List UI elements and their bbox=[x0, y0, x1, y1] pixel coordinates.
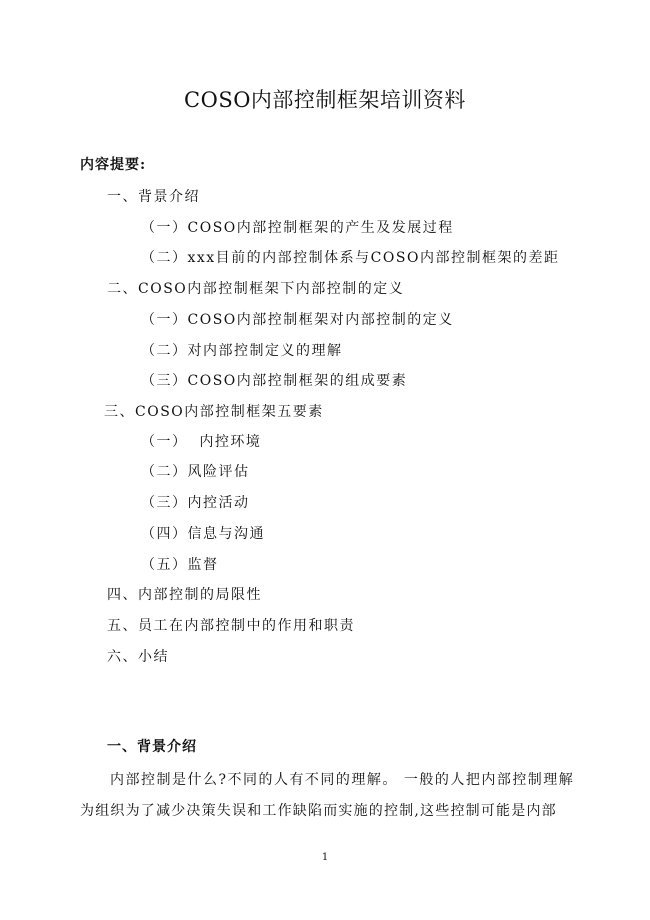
toc-item: （五）监督 bbox=[141, 557, 219, 573]
toc-item: （三）内控活动 bbox=[141, 495, 250, 511]
toc-item: （四）信息与沟通 bbox=[141, 526, 265, 542]
toc-item: 四、内部控制的局限性 bbox=[107, 587, 262, 603]
toc-item: （一）COSO内部控制框架的产生及发展过程 bbox=[141, 220, 454, 236]
document-title: COSO内部控制框架培训资料 bbox=[184, 88, 466, 112]
toc-item: 一、背景介绍 bbox=[107, 189, 200, 205]
toc-item: 五、员工在内部控制中的作用和职责 bbox=[107, 618, 355, 634]
toc-item: 六、小结 bbox=[107, 649, 169, 665]
toc-item: （一）COSO内部控制框架对内部控制的定义 bbox=[141, 312, 454, 328]
toc-item: （二）xxx目前的内部控制体系与COSO内部控制框架的差距 bbox=[141, 250, 560, 266]
summary-heading: 内容提要: bbox=[80, 157, 147, 173]
section-title: 一、背景介绍 bbox=[107, 739, 197, 755]
toc-item: （二）对内部控制定义的理解 bbox=[141, 343, 343, 359]
toc-item: （二）风险评估 bbox=[141, 464, 250, 480]
toc-item: 三、COSO内部控制框架五要素 bbox=[104, 404, 324, 420]
toc-item: （一） 内控环境 bbox=[141, 434, 262, 450]
toc-item: 二、COSO内部控制框架下内部控制的定义 bbox=[107, 281, 405, 297]
page-number: 1 bbox=[321, 852, 329, 863]
body-paragraph: 内部控制是什么?不同的人有不同的理解。 一般的人把内部控制理解为组织为了减少决策失误和工作缺陷而实施的控制,这些控制可能是内部 bbox=[80, 772, 574, 819]
toc-item: （三）COSO内部控制框架的组成要素 bbox=[141, 373, 408, 389]
